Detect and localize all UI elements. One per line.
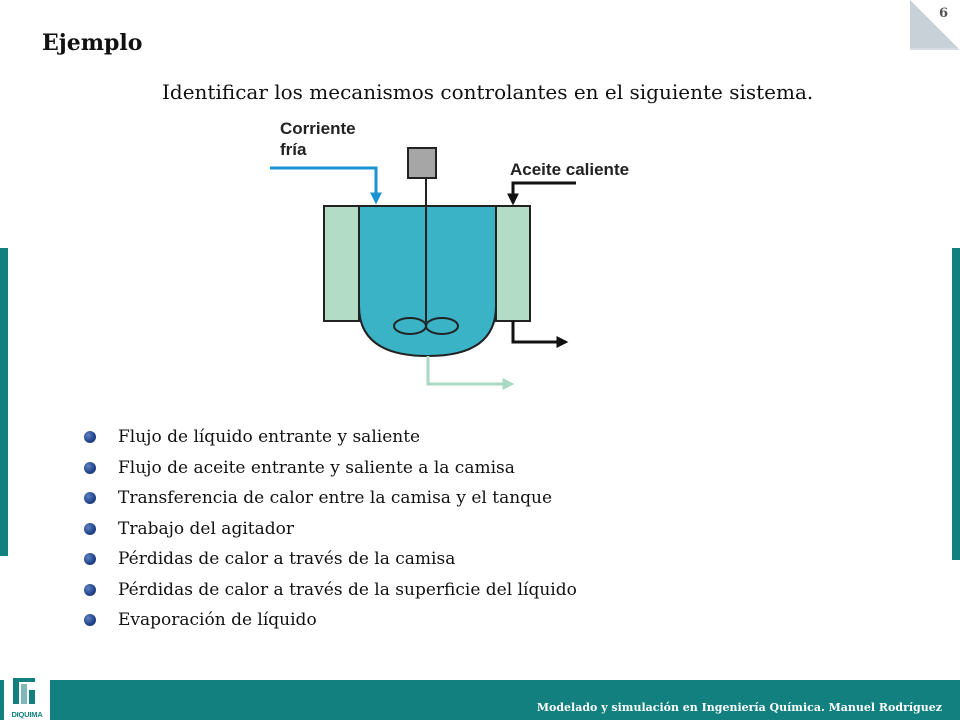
list-item-text: Evaporación de líquido [118, 610, 317, 630]
left-accent-bar [0, 248, 8, 556]
right-accent-bar [952, 248, 960, 560]
jacketed-tank-diagram [260, 110, 680, 400]
footer-bar [0, 680, 960, 720]
list-item-text: Pérdidas de calor a través de la camisa [118, 549, 456, 569]
liquid-outlet-arrow [428, 356, 512, 384]
bullet-icon [84, 614, 96, 626]
list-item [84, 605, 577, 636]
hot-oil-inlet-arrow [513, 183, 576, 203]
slide-subtitle: Identificar los mecanismos controlantes en el siguiente sistema. [162, 80, 814, 104]
diquima-logo [4, 674, 50, 720]
bullet-icon [84, 462, 96, 474]
jacket-right [496, 206, 530, 321]
page-number: 6 [938, 6, 948, 21]
list-item [84, 514, 577, 545]
slide-title: Ejemplo [42, 30, 143, 56]
bullet-icon [84, 431, 96, 443]
footer-text: Modelado y simulación en Ingeniería Química. Manuel Rodríguez [536, 701, 942, 714]
list-item-text: Flujo de líquido entrante y saliente [118, 427, 421, 447]
list-item-text: Transferencia de calor entre la camisa y el tanque [118, 488, 553, 508]
motor-icon [408, 148, 436, 178]
list-item [84, 575, 577, 606]
cold-stream-label-line1: Corriente [280, 119, 356, 138]
list-item [84, 483, 577, 514]
cold-stream-arrow [270, 168, 376, 202]
cold-stream-label-line2: fría [280, 140, 307, 159]
mechanisms-list [84, 422, 577, 636]
list-item [84, 453, 577, 484]
logo-text: DIQUIMA [11, 710, 43, 719]
list-item [84, 422, 577, 453]
jacket-left [324, 206, 359, 321]
tank-liquid [359, 206, 496, 356]
logo-mark-icon [4, 674, 50, 710]
hot-oil-label: Aceite caliente [510, 160, 630, 179]
list-item-text: Pérdidas de calor a través de la superficie del líquido [118, 579, 577, 600]
bullet-icon [84, 584, 96, 596]
hot-oil-outlet-arrow [513, 321, 566, 342]
bullet-icon [84, 523, 96, 535]
bullet-icon [84, 553, 96, 565]
bullet-icon [84, 492, 96, 504]
list-item-text: Trabajo del agitador [118, 518, 294, 539]
list-item-text: Flujo de aceite entrante y saliente a la camisa [118, 457, 515, 478]
list-item [84, 544, 577, 575]
